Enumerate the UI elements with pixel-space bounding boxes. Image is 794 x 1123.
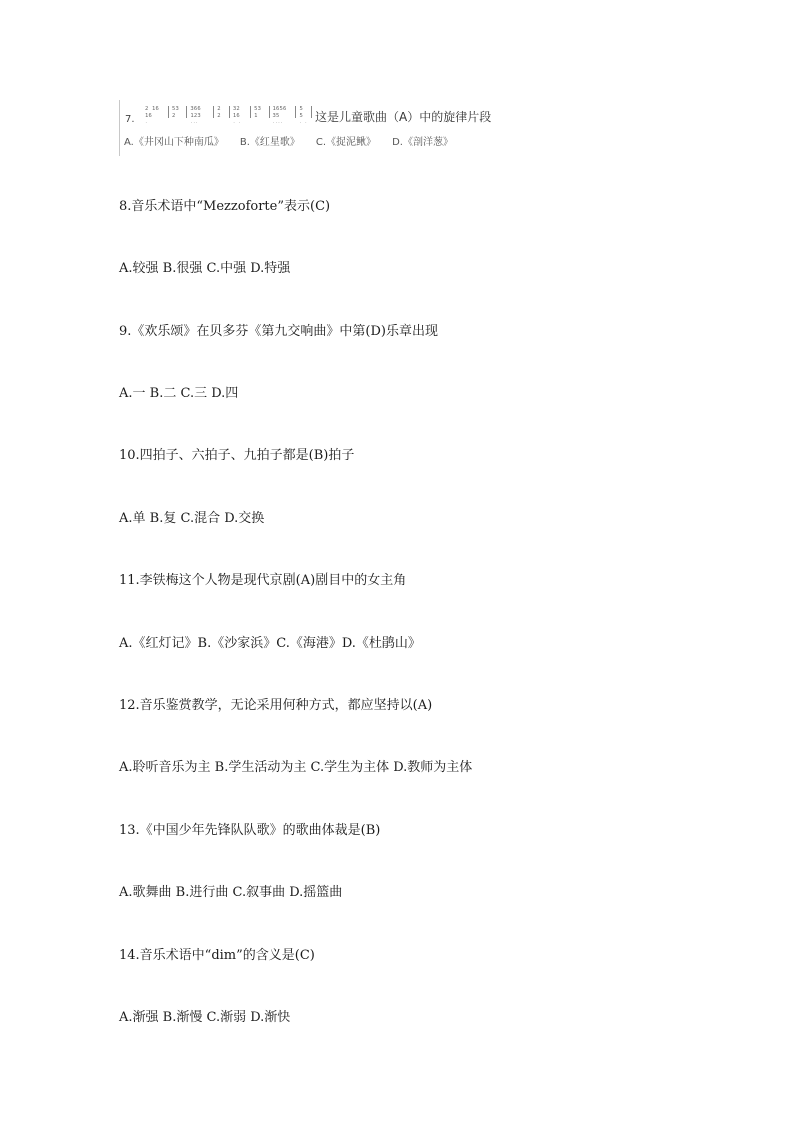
question-7-option: D.《剖洋葱》 — [392, 137, 453, 148]
question-9-text: 9.《欢乐颂》在贝多芬《第九交响曲》中第(D)乐章出现 — [119, 324, 438, 339]
question-7-option: C.《捉泥鳅》 — [315, 137, 377, 148]
notation-measure: 2 2 — [214, 106, 230, 118]
question-11-options: A.《红灯记》B.《沙家浜》C.《海港》D.《杜鹃山》 — [119, 636, 421, 651]
notation-measure: 5 5 . . — [296, 106, 312, 118]
question-8-options: A.较强 B.很强 C.中强 D.特强 — [119, 261, 291, 276]
question-12-text: 12.音乐鉴赏教学，无论采用何种方式，都应坚持以(A) — [119, 698, 433, 713]
question-7-option: B.《红星歌》 — [239, 137, 300, 148]
question-14-text: 14.音乐术语中“dim”的含义是(C) — [119, 948, 315, 963]
notation-measure: 2 16 16 . — [142, 106, 169, 118]
question-7-number: 7. — [125, 114, 135, 125]
numbered-notation-snippet — [142, 103, 312, 124]
notation-measure: 1656 35 .... — [270, 106, 297, 118]
notation-measure: 53 2 — [169, 106, 187, 118]
question-7-text: 这是儿童歌曲（A）中的旋律片段 — [315, 110, 492, 124]
notation-measure: 53 1 — [251, 106, 269, 118]
question-9-options: A.一 B.二 C.三 D.四 — [119, 386, 239, 401]
question-13-options: A.歌舞曲 B.进行曲 C.叙事曲 D.摇篮曲 — [119, 885, 343, 900]
question-7-image — [119, 100, 500, 156]
question-13-text: 13.《中国少年先锋队队歌》的歌曲体裁是(B) — [119, 823, 381, 838]
question-10-text: 10.四拍子、六拍子、九拍子都是(B)拍子 — [119, 448, 355, 463]
question-8-text: 8.音乐术语中“Mezzoforte”表示(C) — [119, 199, 331, 214]
question-10-options: A.单 B.复 C.混合 D.交换 — [119, 511, 265, 526]
question-11-text: 11.李铁梅这个人物是现代京剧(A)剧目中的女主角 — [119, 573, 407, 588]
question-7-options — [124, 133, 453, 148]
notation-measure: 32 16 . . — [230, 106, 251, 118]
question-12-options: A.聆听音乐为主 B.学生活动为主 C.学生为主体 D.教师为主体 — [119, 760, 473, 775]
notation-measure: 366 123 ... — [187, 106, 214, 118]
question-14-options: A.渐强 B.渐慢 C.渐弱 D.渐快 — [119, 1010, 291, 1025]
question-7-option: A.《井冈山下种南瓜》 — [124, 137, 224, 148]
